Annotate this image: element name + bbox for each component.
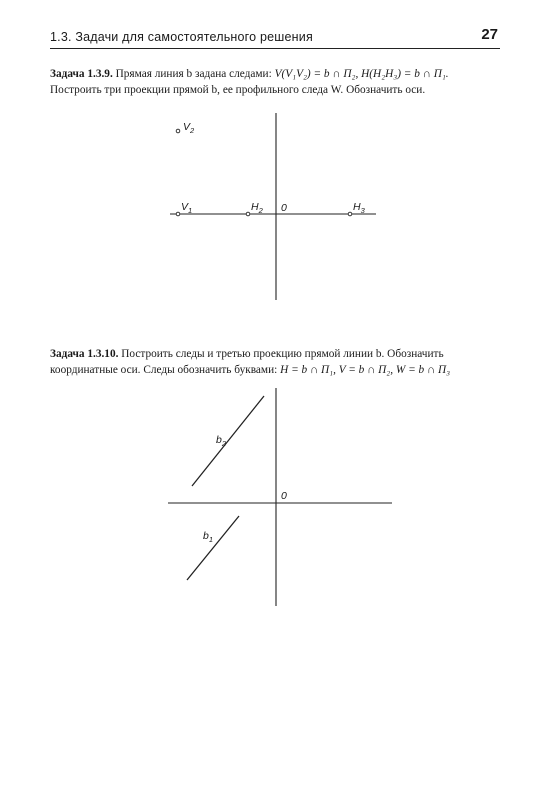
task-label: Задача 1.3.10.: [50, 348, 119, 360]
task-formula: H = b ∩ Π₁, V = b ∩ Π₂, W = b ∩ Π₃: [280, 364, 451, 376]
section-title: 1.3. Задачи для самостоятельного решения: [50, 30, 313, 44]
task-text: Построить следы и третью проекцию прямой линии b. Обозначить: [121, 348, 444, 360]
page-number: 27: [481, 26, 498, 43]
point-v1-label: $V_1$: [181, 201, 193, 215]
task-text-line2: Построить три проекции прямой b, ее профильного следа W. Обозначить оси.: [50, 84, 426, 96]
point-h2-label: $H_2$: [251, 201, 263, 215]
task-text: Прямая линия b задана следами:: [115, 68, 272, 80]
point-h3-label: $H_3$: [353, 201, 365, 215]
task-formula: V(V₁V₂) = b ∩ Π₂, H(H₂H₃) = b ∩ Π₁.: [274, 68, 449, 80]
line-b1: [187, 516, 239, 580]
origin-label: 0: [281, 202, 287, 214]
line-b1-label: $b_1$: [203, 530, 214, 544]
line-b2: [192, 396, 264, 486]
line-b2-label: $b_2$: [216, 434, 227, 448]
origin-label: 0: [281, 490, 287, 502]
task-label: Задача 1.3.9.: [50, 68, 113, 80]
point-v2-label: $V_2$: [183, 121, 195, 135]
task-text-line2: координатные оси. Следы обозначить буквами:: [50, 364, 278, 376]
